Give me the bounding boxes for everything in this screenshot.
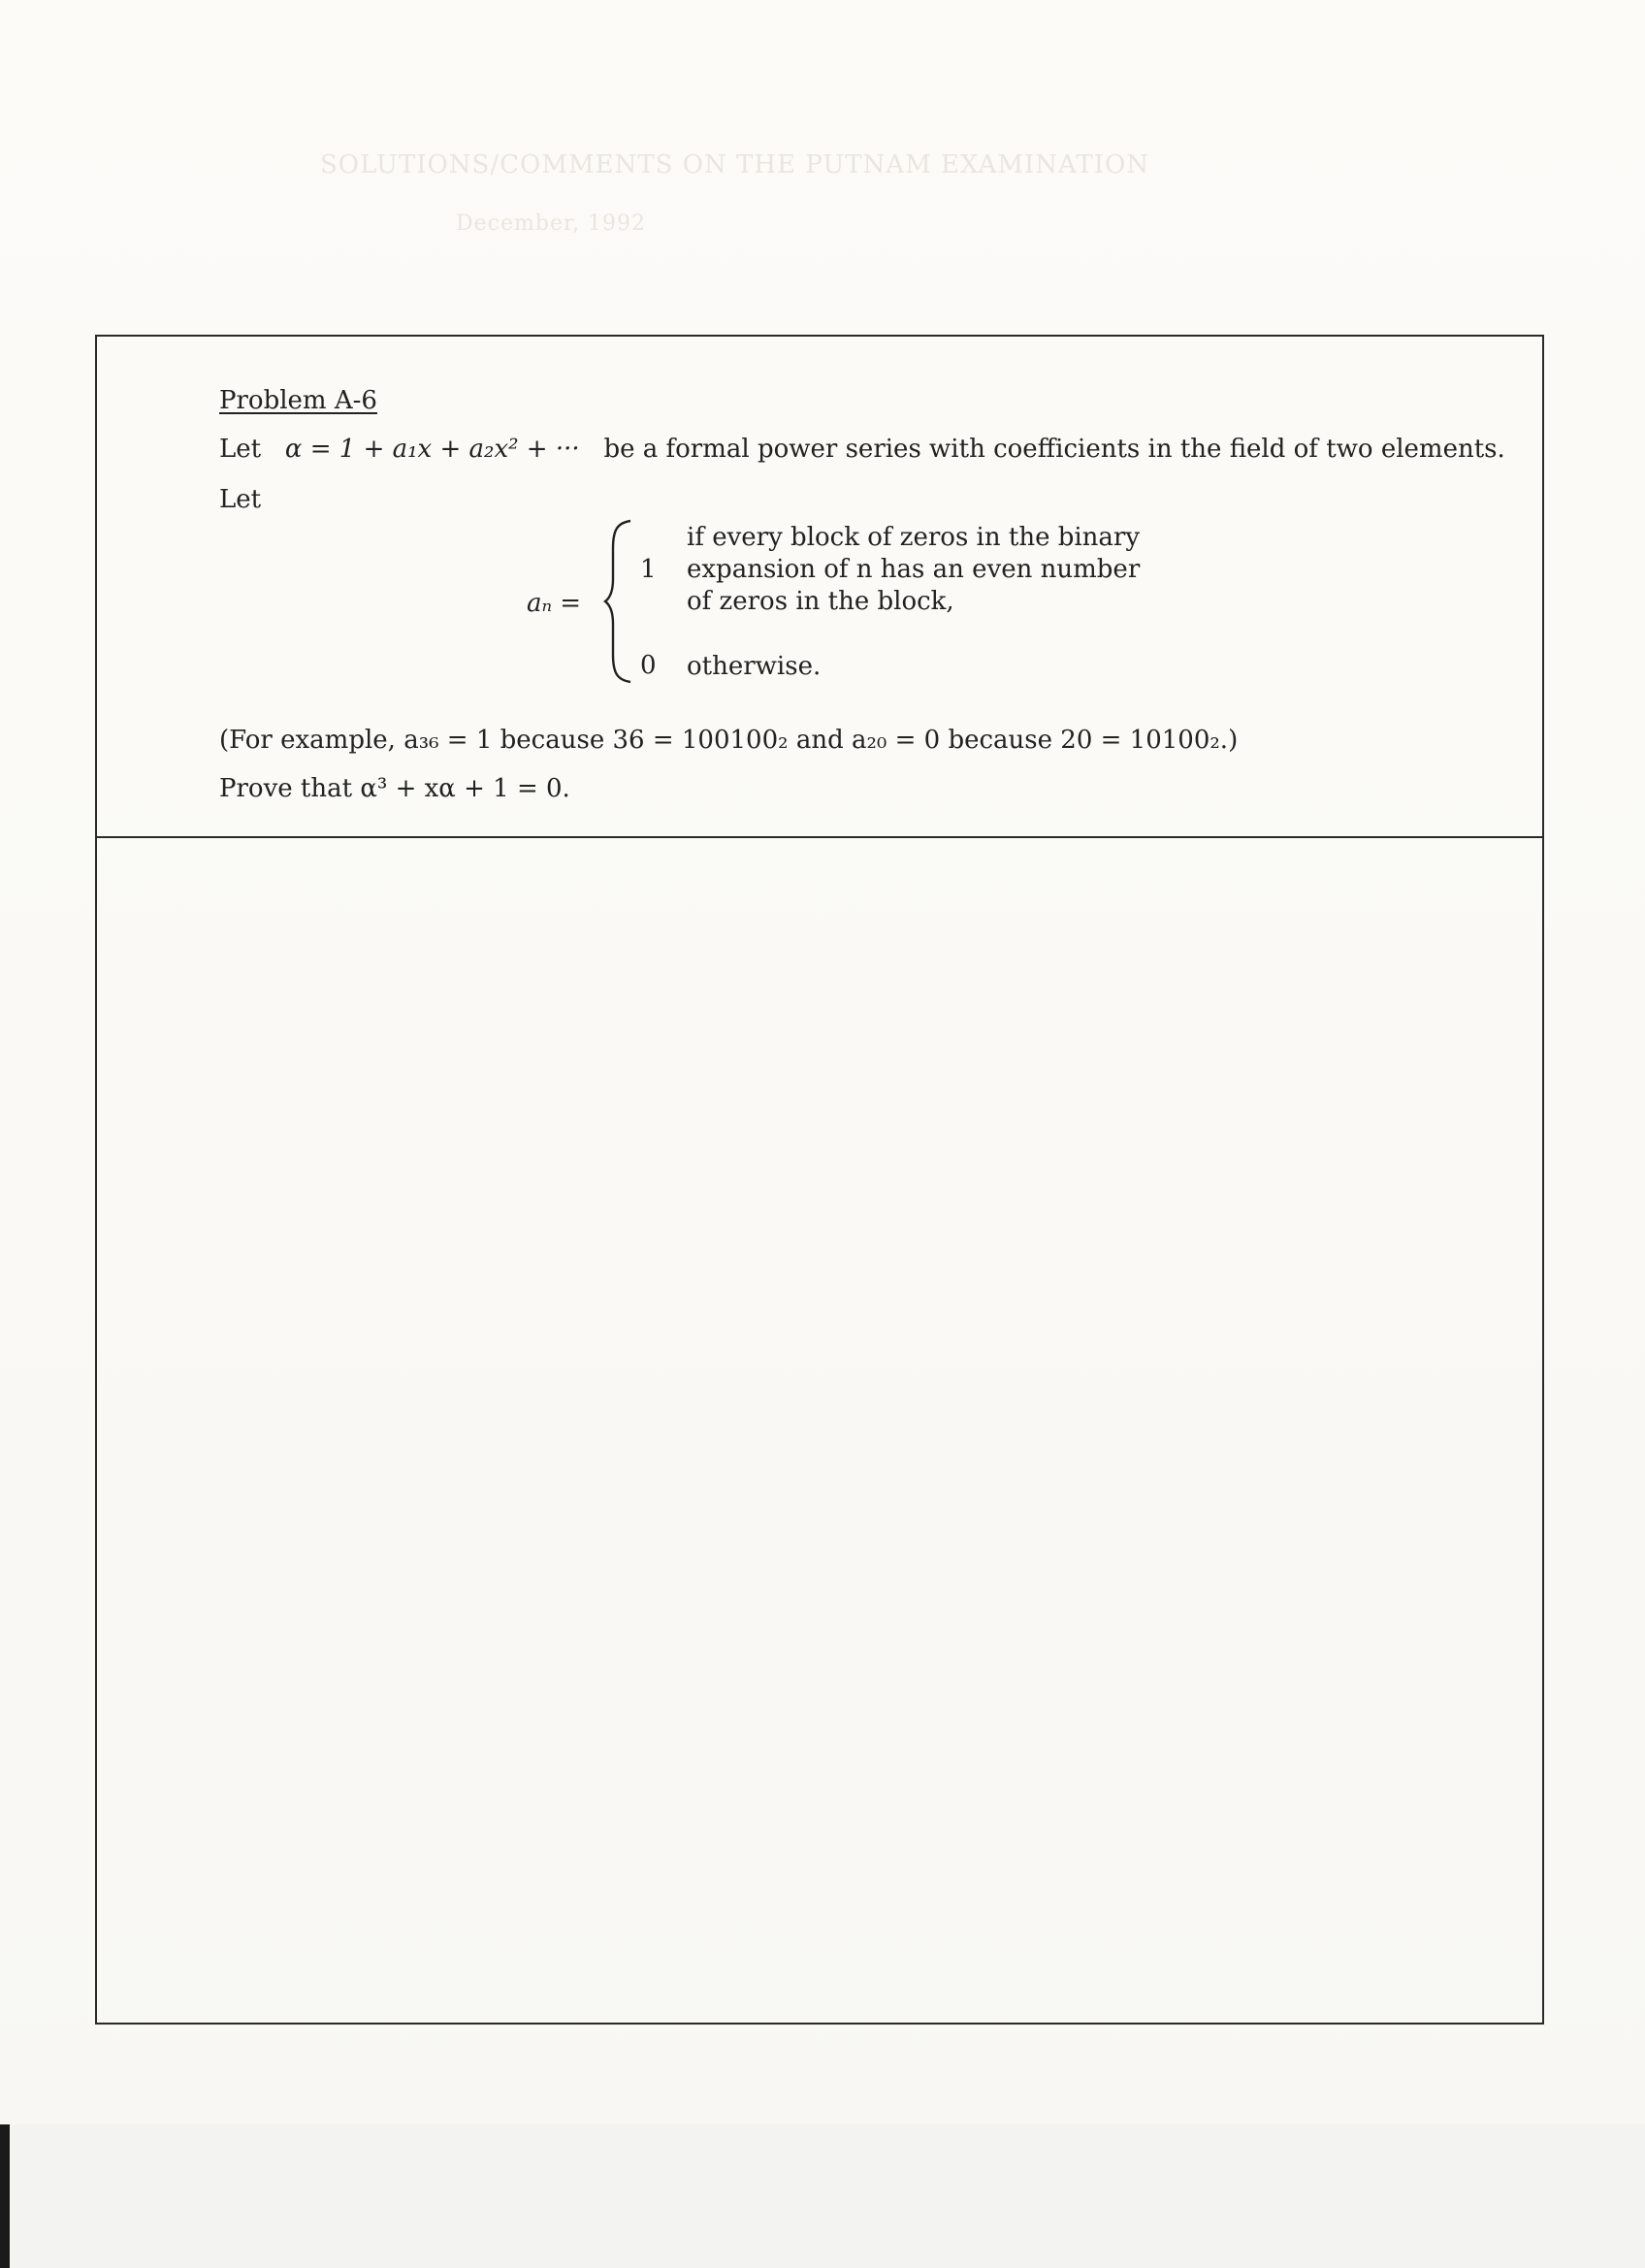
case-zero-value: 0 <box>640 651 657 680</box>
scan-left-edge <box>0 2124 10 2268</box>
scan-bottom-strip <box>0 2124 1645 2268</box>
bleed-through-subheader: December, 1992 <box>456 211 647 236</box>
answer-divider <box>95 836 1544 838</box>
alpha-definition: α = 1 + a₁x + a₂x² + ··· <box>284 435 580 464</box>
bleed-through-header: SOLUTIONS/COMMENTS ON THE PUTNAM EXAMINATION <box>320 150 1150 179</box>
case-one-line1: if every block of zeros in the binary <box>687 523 1141 552</box>
case-one-line2: expansion of n has an even number <box>687 555 1141 584</box>
problem-example: (For example, a₃₆ = 1 because 36 = 100100₂ and a₂₀ = 0 because 20 = 10100₂.) <box>219 726 1239 755</box>
case-zero-text: otherwise. <box>687 652 822 681</box>
problem-statement-line1 <box>219 435 1505 464</box>
an-label: aₙ = <box>527 589 582 618</box>
problem-title: Problem A-6 <box>219 386 377 415</box>
case-one-line3: of zeros in the block, <box>687 587 954 616</box>
left-brace <box>603 519 632 684</box>
intro-rest: be a formal power series with coefficients in the field of two elements. <box>603 435 1505 464</box>
problem-prove: Prove that α³ + xα + 1 = 0. <box>219 774 570 803</box>
case-one-text <box>687 522 1140 618</box>
problem-let: Let <box>219 485 262 514</box>
intro-let: Let <box>219 435 262 464</box>
case-one-value: 1 <box>640 555 657 584</box>
